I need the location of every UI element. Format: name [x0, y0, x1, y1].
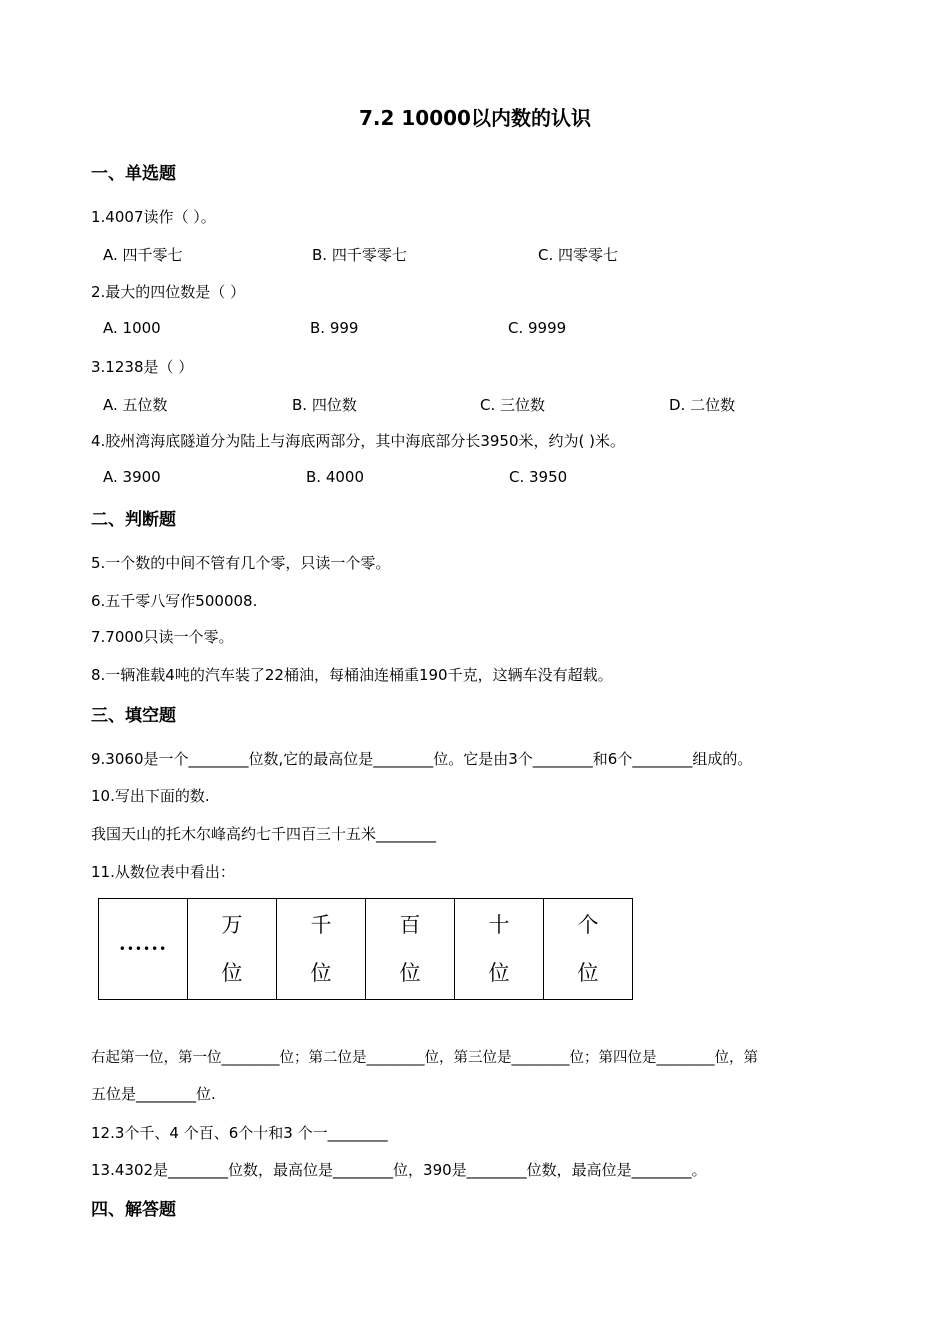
q1-option-a: A. 四千零七: [103, 246, 183, 264]
q4-option-b: B. 4000: [306, 468, 365, 486]
place-ones: 个 位: [544, 899, 633, 1000]
question-2: 2.最大的四位数是（ ）: [91, 283, 246, 301]
question-6: 6.五千零八写作500008.: [91, 592, 258, 610]
q1-option-c: C. 四零零七: [538, 246, 619, 264]
section-heading-word-problems: 四、解答题: [91, 1200, 176, 1220]
place-hundreds: 百 位: [366, 899, 455, 1000]
q1-option-b: B. 四千零零七: [312, 246, 407, 264]
q4-option-a: A. 3900: [103, 468, 161, 486]
q3-option-b: B. 四位数: [292, 396, 357, 414]
question-1: 1.4007读作（ ）。: [91, 208, 216, 226]
q2-option-b: B. 999: [310, 319, 359, 337]
question-5: 5.一个数的中间不管有几个零，只读一个零。: [91, 554, 391, 572]
question-7: 7.7000只读一个零。: [91, 628, 234, 646]
q2-option-c: C. 9999: [508, 319, 567, 337]
question-10: 10.写出下面的数.: [91, 787, 210, 805]
section-heading-true-false: 二、判断题: [91, 510, 176, 530]
section-heading-fill-blank: 三、填空题: [91, 706, 176, 726]
question-13: 13.4302是________位数，最高位是________位，390是________位数，最高位是________。: [91, 1161, 707, 1179]
q2-option-a: A. 1000: [103, 319, 161, 337]
q3-option-c: C. 三位数: [480, 396, 546, 414]
q4-option-c: C. 3950: [509, 468, 568, 486]
q3-option-d: D. 二位数: [669, 396, 736, 414]
place-value-table: [98, 898, 633, 1000]
place-tens: 十 位: [455, 899, 544, 1000]
question-12: 12.3个千、4 个百、6个十和3 个一________: [91, 1124, 388, 1142]
question-11-line-2: 五位是________位.: [91, 1085, 216, 1103]
place-value-dots: ••••••: [99, 899, 188, 1000]
page-title: 7.2 10000以内数的认识: [359, 106, 591, 130]
place-thousands: 千 位: [277, 899, 366, 1000]
q3-option-a: A. 五位数: [103, 396, 168, 414]
section-heading-single-choice: 一、单选题: [91, 164, 176, 184]
question-4: 4.胶州湾海底隧道分为陆上与海底两部分，其中海底部分长3950米，约为( )米。: [91, 432, 625, 450]
question-9: 9.3060是一个________位数,它的最高位是________位。它是由3个________和6个________组成的。: [91, 750, 753, 768]
question-11: 11.从数位表中看出：: [91, 863, 235, 881]
question-3: 3.1238是（ ）: [91, 358, 194, 376]
question-8: 8.一辆准载4吨的汽车装了22桶油，每桶油连桶重190千克，这辆车没有超载。: [91, 666, 613, 684]
place-ten-thousands: 万 位: [188, 899, 277, 1000]
question-11-line-1: 右起第一位，第一位________位；第二位是________位，第三位是________位；第四位是________位，第: [91, 1050, 758, 1066]
question-10-prompt: 我国天山的托木尔峰高约七千四百三十五米________: [91, 825, 437, 843]
